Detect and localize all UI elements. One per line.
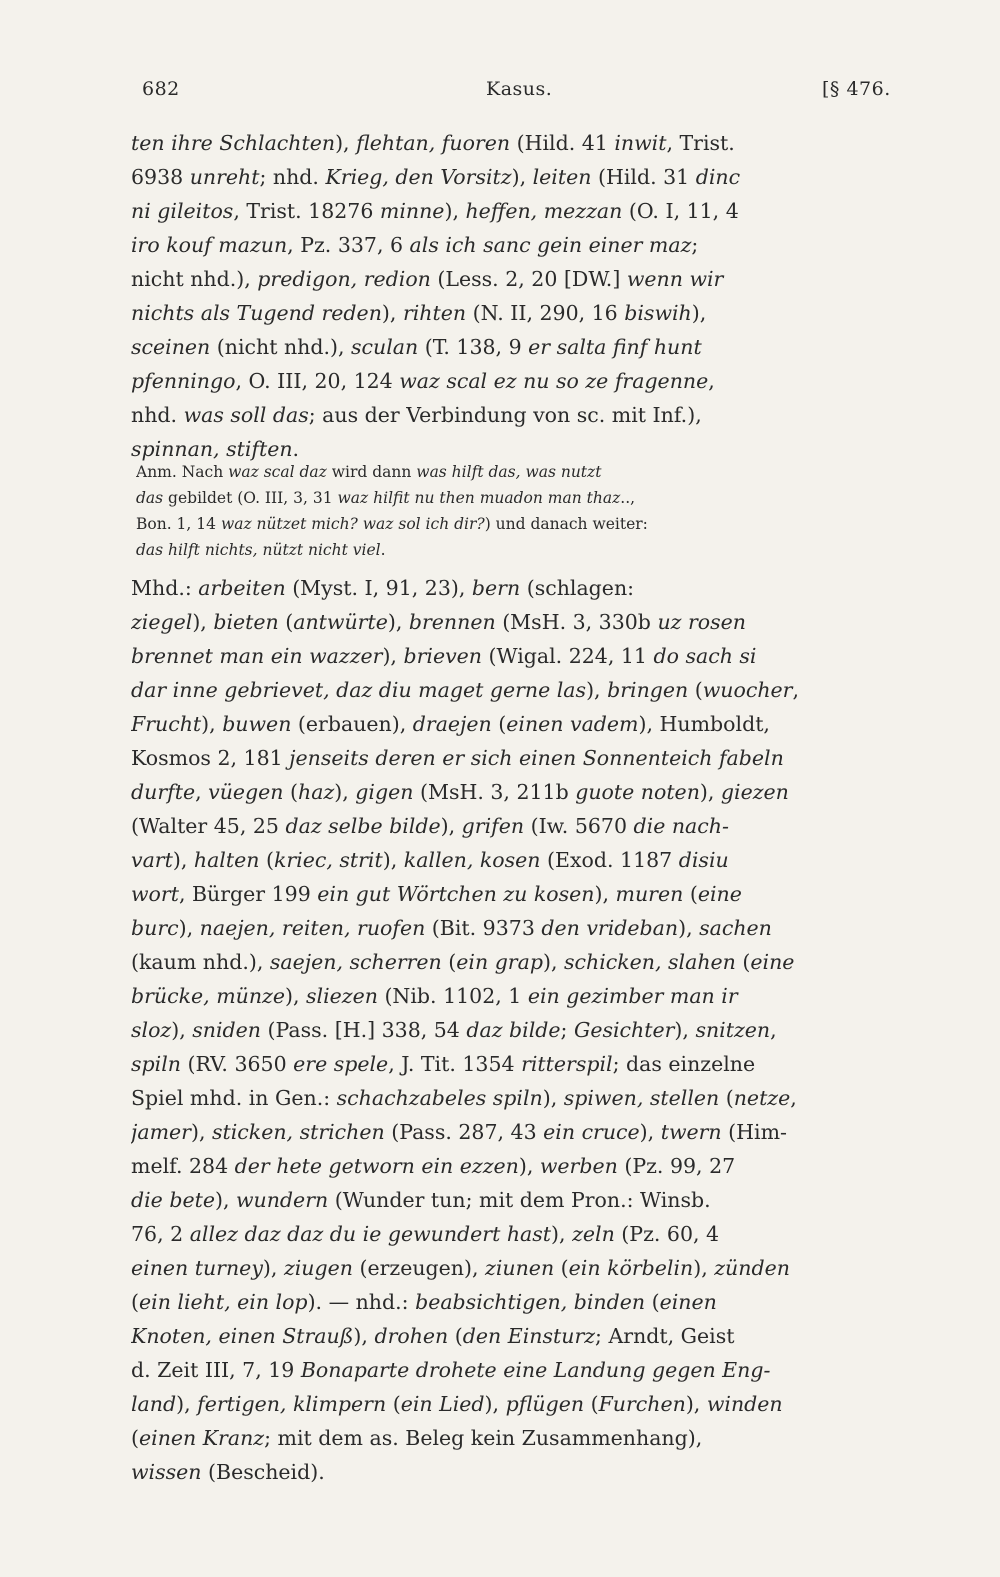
text-line: sceinen (nicht nhd.), sculan (T. 138, 9 er salta finf hunt xyxy=(131,335,702,359)
text-line: die bete), wundern (Wunder tun; mit dem Pron.: Winsb. xyxy=(131,1188,711,1212)
annotation-paragraph xyxy=(136,459,898,563)
text-line: pfenningo, O. III, 20, 124 waz scal ez nu so ze fragenne, xyxy=(131,369,715,393)
text-line: das gebildet (O. III, 3, 31 waz hilfit nu then muadon man thaz.., xyxy=(136,489,636,507)
text-line: 76, 2 allez daz daz du ie gewundert hast), zeln (Pz. 60, 4 xyxy=(131,1222,720,1246)
text-line: nhd. was soll das; aus der Verbindung von sc. mit Inf.), xyxy=(131,403,702,427)
text-line: das hilft nichts, nützt nicht viel. xyxy=(136,541,386,559)
text-line: Anm. Nach waz scal daz wird dann was hilft das, was nutzt xyxy=(136,463,602,481)
text-line: (einen Kranz; mit dem as. Beleg kein Zusammenhang), xyxy=(131,1426,703,1450)
text-line: Kosmos 2, 181 jenseits deren er sich einen Sonnenteich fabeln xyxy=(131,746,784,770)
text-line: brücke, münze), sliezen (Nib. 1102, 1 ein gezimber man ir xyxy=(131,984,738,1008)
page-number: 682 xyxy=(142,78,180,100)
text-line: dar inne gebrievet, daz diu maget gerne las), bringen (wuocher, xyxy=(131,678,799,702)
text-line: sloz), sniden (Pass. [H.] 338, 54 daz bilde; Gesichter), snitzen, xyxy=(131,1018,777,1042)
text-line: Frucht), buwen (erbauen), draejen (einen vadem), Humboldt, xyxy=(131,712,770,736)
text-line: einen turney), ziugen (erzeugen), ziunen (ein körbelin), zünden xyxy=(131,1256,790,1280)
text-line: 6938 unreht; nhd. Krieg, den Vorsitz), leiten (Hild. 31 dinc xyxy=(131,165,741,189)
running-header xyxy=(0,78,1000,108)
text-line: wissen (Bescheid). xyxy=(131,1460,325,1484)
text-line: wort, Bürger 199 ein gut Wörtchen zu kosen), muren (eine xyxy=(131,882,742,906)
text-line: ten ihre Schlachten), flehtan, fuoren (Hild. 41 inwit, Trist. xyxy=(131,131,735,155)
text-line: melf. 284 der hete getworn ein ezzen), werben (Pz. 99, 27 xyxy=(131,1154,736,1178)
text-line: ni gileitos, Trist. 18276 minne), heffen, mezzan (O. I, 11, 4 xyxy=(131,199,739,223)
text-line: ziegel), bieten (antwürte), brennen (MsH. 3, 330b uz rosen xyxy=(131,610,746,634)
text-line: Mhd.: arbeiten (Myst. I, 91, 23), bern (schlagen: xyxy=(131,576,635,600)
paragraph-verbs-ohd xyxy=(131,126,897,466)
text-line: nichts als Tugend reden), rihten (N. II, 290, 16 biswih), xyxy=(131,301,707,325)
text-line: nicht nhd.), predigon, redion (Less. 2, 20 [DW.] wenn wir xyxy=(131,267,724,291)
text-line: (Walter 45, 25 daz selbe bilde), grifen (Iw. 5670 die nach- xyxy=(131,814,729,838)
text-line: spinnan, stiften. xyxy=(131,437,300,461)
text-line: land), fertigen, klimpern (ein Lied), pflügen (Furchen), winden xyxy=(131,1392,783,1416)
text-line: durfte, vüegen (haz), gigen (MsH. 3, 211b guote noten), giezen xyxy=(131,780,789,804)
text-line: (ein lieht, ein lop). — nhd.: beabsichtigen, binden (einen xyxy=(131,1290,717,1314)
text-line: (kaum nhd.), saejen, scherren (ein grap), schicken, slahen (eine xyxy=(131,950,795,974)
text-line: jamer), sticken, strichen (Pass. 287, 43 ein cruce), twern (Him- xyxy=(131,1120,787,1144)
section-marker: [§ 476. xyxy=(822,78,891,100)
text-line: Knoten, einen Strauß), drohen (den Einsturz; Arndt, Geist xyxy=(131,1324,735,1348)
text-line: d. Zeit III, 7, 19 Bonaparte drohete eine Landung gegen Eng- xyxy=(131,1358,771,1382)
paragraph-mhd xyxy=(131,571,897,1489)
text-line: vart), halten (kriec, strit), kallen, kosen (Exod. 1187 disiu xyxy=(131,848,729,872)
text-line: spiln (RV. 3650 ere spele, J. Tit. 1354 ritterspil; das einzelne xyxy=(131,1052,756,1076)
text-line: burc), naejen, reiten, ruofen (Bit. 9373 den vrideban), sachen xyxy=(131,916,772,940)
text-line: Bon. 1, 14 waz nützet mich? waz sol ich dir?) und danach weiter: xyxy=(136,515,648,533)
text-line: Spiel mhd. in Gen.: schachzabeles spiln), spiwen, stellen (netze, xyxy=(131,1086,797,1110)
text-line: brennet man ein wazzer), brieven (Wigal. 224, 11 do sach si xyxy=(131,644,757,668)
running-title: Kasus. xyxy=(486,78,553,100)
text-line: iro kouf mazun, Pz. 337, 6 als ich sanc gein einer maz; xyxy=(131,233,699,257)
